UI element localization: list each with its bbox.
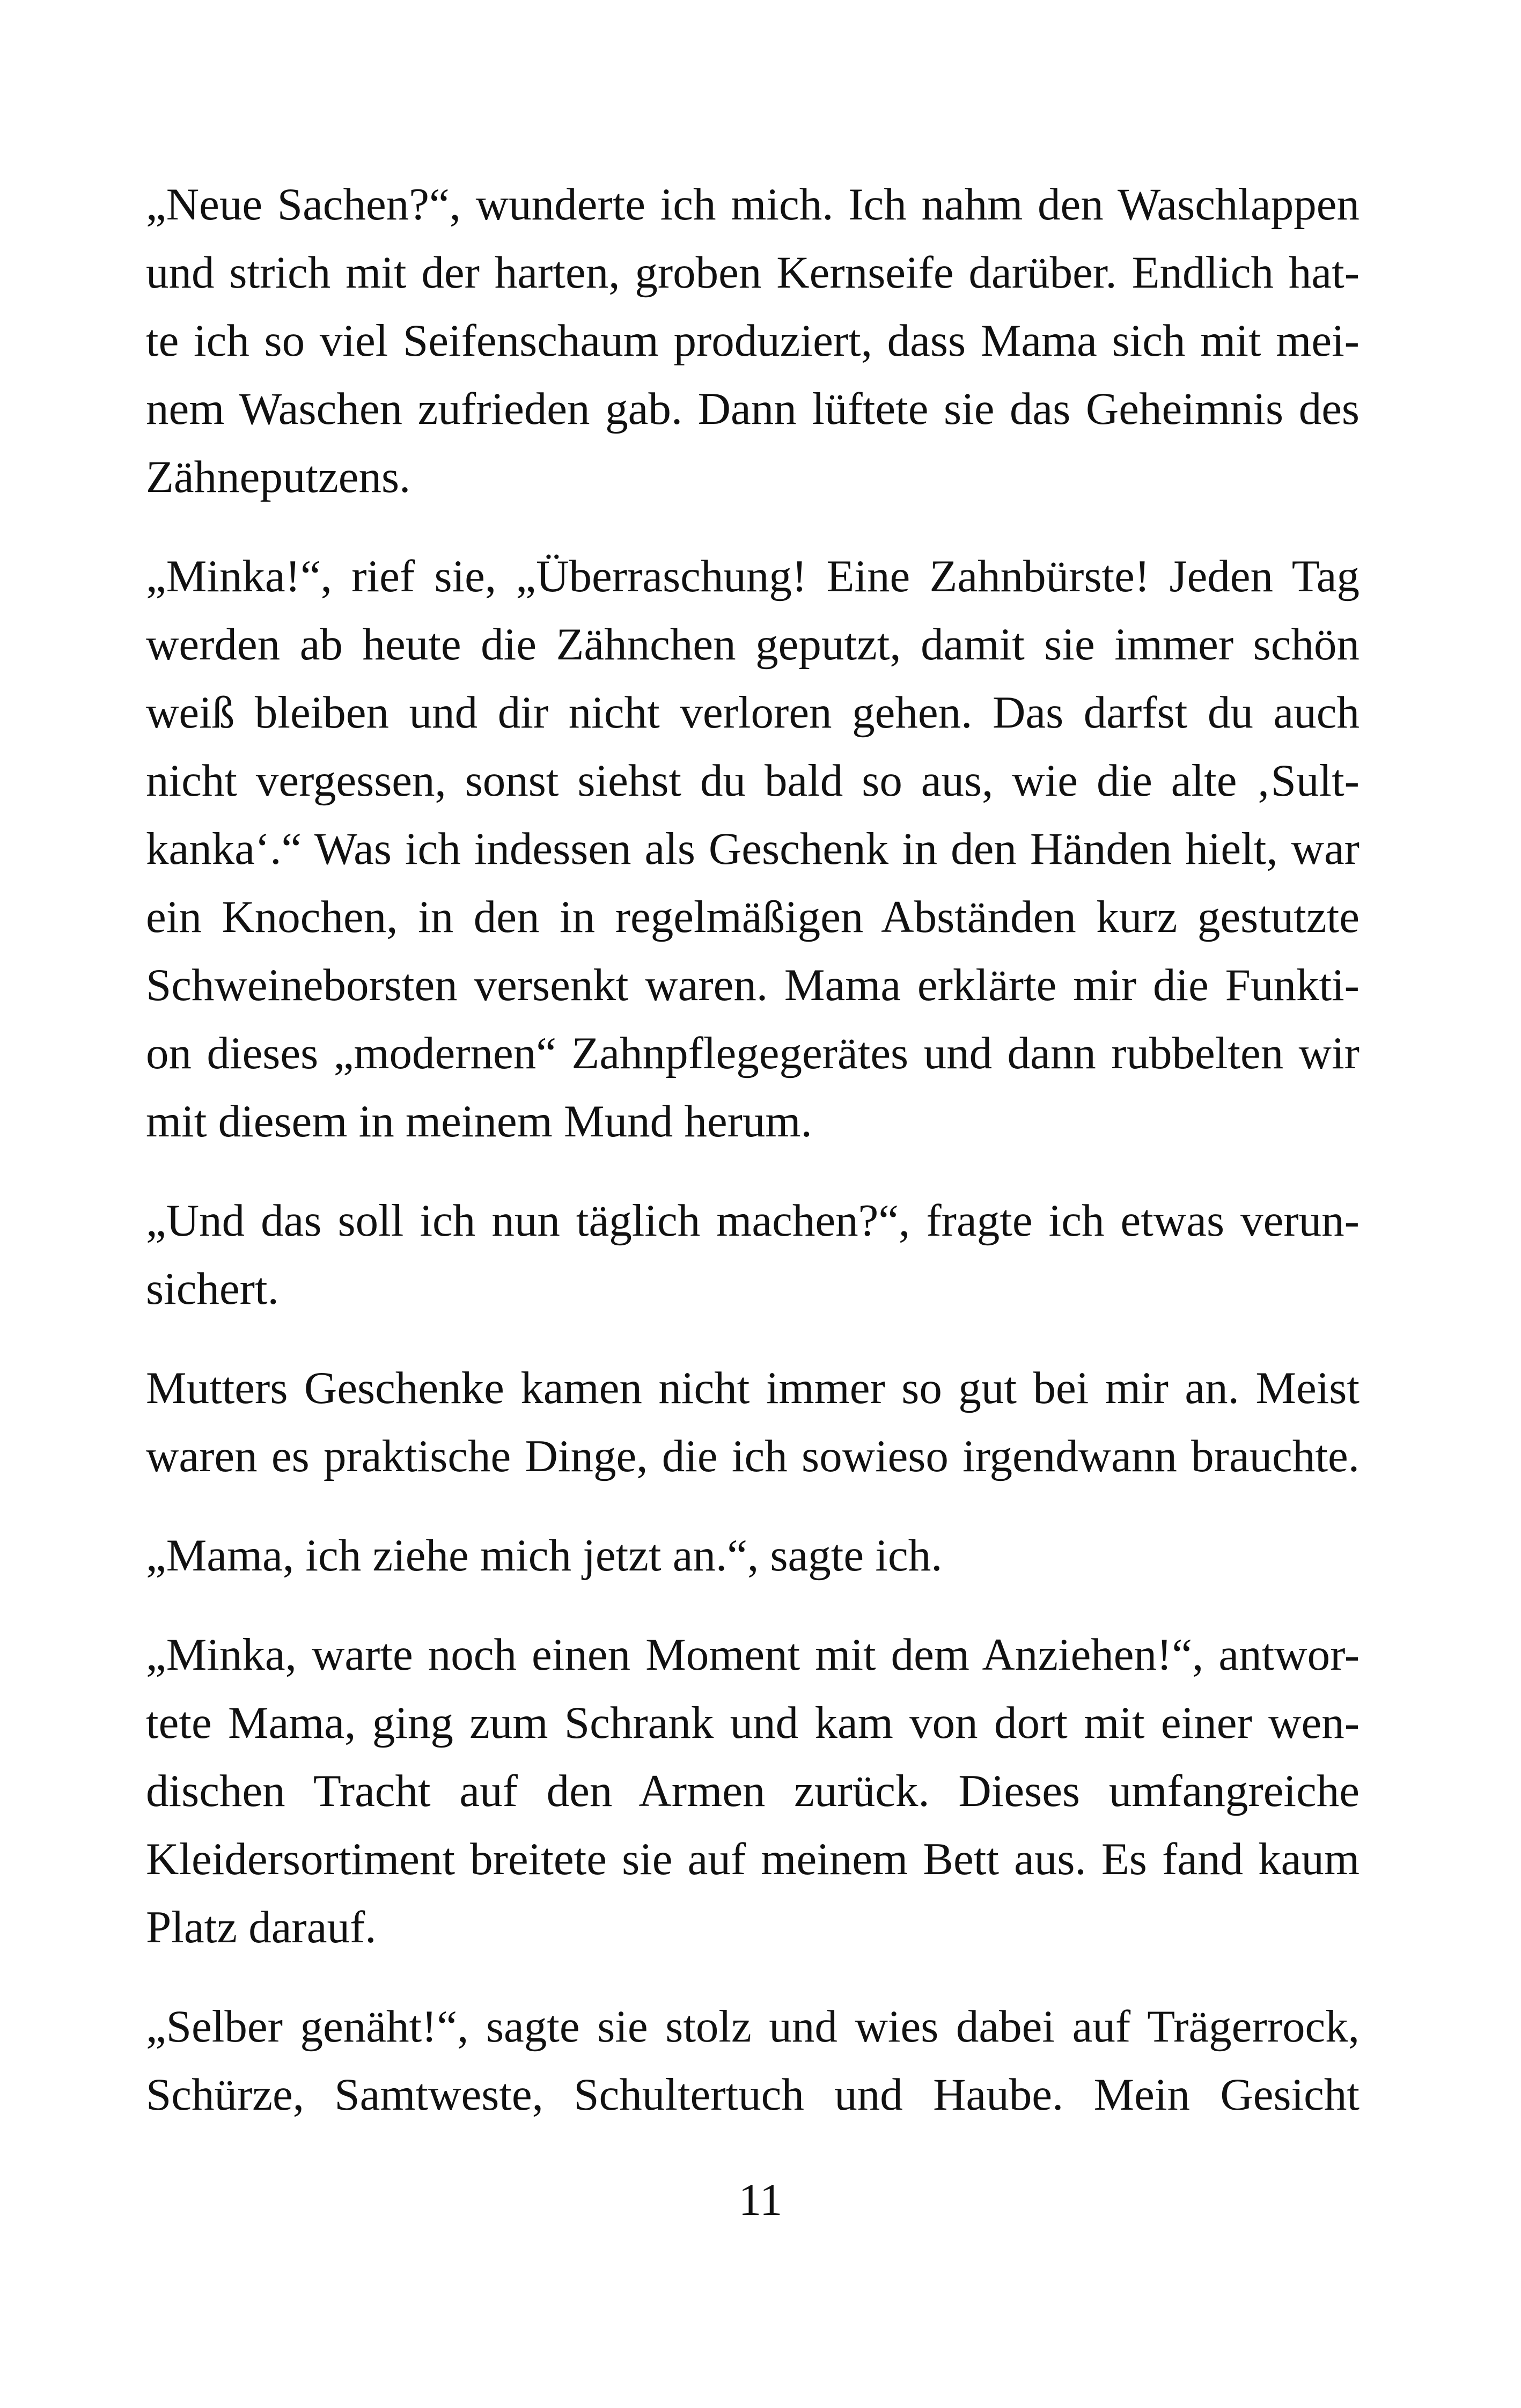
paragraph	[146, 1187, 1360, 1323]
text-line: tete Mama, ging zum Schrank und kam von dort mit einer wen-	[146, 1698, 1360, 1748]
body-text	[146, 171, 1360, 2160]
text-line: nicht vergessen, sonst siehst du bald so aus, wie die alte ‚Sult-	[146, 755, 1360, 806]
page-number: 11	[738, 2175, 783, 2225]
text-line: waren es praktische Dinge, die ich sowieso irgendwann brauchte.	[146, 1431, 1360, 1481]
text-line: werden ab heute die Zähnchen geputzt, damit sie immer schön	[146, 619, 1360, 670]
text-line: weiß bleiben und dir nicht verloren gehen. Das darfst du auch	[146, 687, 1360, 738]
text-line: Schürze, Samtweste, Schultertuch und Haube. Mein Gesicht	[146, 2069, 1360, 2120]
text-line: on dieses „modernen“ Zahnpflegegerätes und dann rubbelten wir	[146, 1028, 1360, 1078]
text-line: und strich mit der harten, groben Kernseife darüber. Endlich hat-	[146, 247, 1360, 298]
text-line: Kleidersortiment breitete sie auf meinem Bett aus. Es fand kaum	[146, 1834, 1360, 1884]
text-line: dischen Tracht auf den Armen zurück. Dieses umfangreiche	[146, 1766, 1360, 1816]
paragraph	[146, 1993, 1360, 2129]
text-line: Mutters Geschenke kamen nicht immer so gut bei mir an. Meist	[146, 1363, 1360, 1413]
paragraph	[146, 1354, 1360, 1491]
text-line: „Neue Sachen?“, wunderte ich mich. Ich nahm den Waschlappen	[146, 179, 1360, 230]
paragraph	[146, 171, 1360, 511]
text-line: mit diesem in meinem Mund herum.	[146, 1096, 812, 1147]
text-line: sichert.	[146, 1264, 279, 1314]
text-line: Schweineborsten versenkt waren. Mama erklärte mir die Funkti-	[146, 960, 1360, 1010]
text-line: „Und das soll ich nun täglich machen?“, fragte ich etwas verun-	[146, 1195, 1360, 1246]
text-line: ein Knochen, in den in regelmäßigen Abständen kurz gestutzte	[146, 892, 1360, 942]
text-line: „Minka, warte noch einen Moment mit dem Anziehen!“, antwor-	[146, 1629, 1360, 1680]
paragraph	[146, 1621, 1360, 1962]
text-line: kanka‘.“ Was ich indessen als Geschenk in den Händen hielt, war	[146, 824, 1360, 874]
text-line: Zähneputzens.	[146, 452, 411, 502]
text-line: te ich so viel Seifenschaum produziert, dass Mama sich mit mei-	[146, 315, 1360, 366]
text-line: „Mama, ich ziehe mich jetzt an.“, sagte ich.	[146, 1530, 943, 1581]
text-line: „Selber genäht!“, sagte sie stolz und wies dabei auf Trägerrock,	[146, 2001, 1360, 2052]
text-line: Platz darauf.	[146, 1902, 377, 1952]
paragraph	[146, 1522, 1360, 1590]
text-line: „Minka!“, rief sie, „Überraschung! Eine Zahnbürste! Jeden Tag	[146, 551, 1360, 601]
paragraph	[146, 542, 1360, 1156]
text-line: nem Waschen zufrieden gab. Dann lüftete sie das Geheimnis des	[146, 384, 1360, 434]
